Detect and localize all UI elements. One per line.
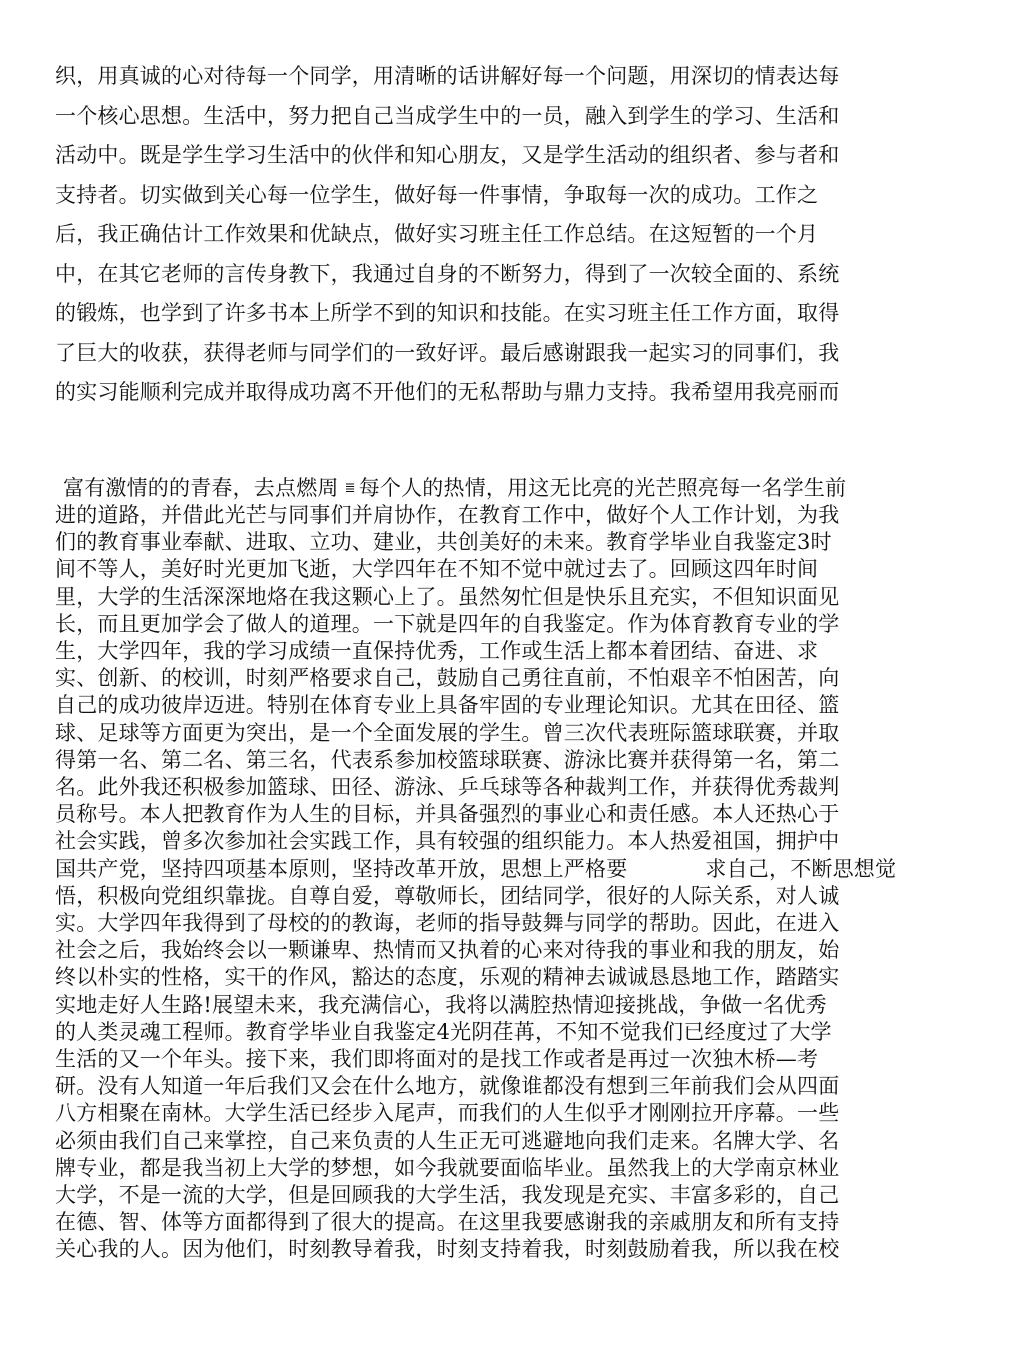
text-line: 社会实践，曾多次参加社会实践工作，具有较强的组织能力。本人热爱祖国，拥护中 — [55, 829, 840, 854]
text-line: 里，大学的生活深深地烙在我这颗心上了。虽然匆忙但是快乐且充实，不但知识面见 — [55, 584, 840, 609]
inline-mark: ≣ — [344, 481, 356, 496]
text-line: 后，我正确估计工作效果和优缺点，做好实习班主任工作总结。在这短暂的一个月 — [55, 222, 819, 246]
text-line: 织，用真诚的心对待每一个同学，用清晰的话讲解好每一个问题，用深切的情表达每 — [55, 64, 840, 88]
text-line: 研。没有人知道一年后我们又会在什么地方，就像谁都没有想到三年前我们会从四面 — [55, 1074, 840, 1099]
text-line: 悟，积极向党组织靠拢。自尊自爱，尊敬师长，团结同学，很好的人际关系，对人诚 — [55, 883, 840, 908]
text-line: 进的道路，并借此光芒与同事们并肩协作，在教育工作中，做好个人工作计划，为我 — [55, 503, 840, 527]
text-line: 终以朴实的性格，实干的作风，豁达的态度，乐观的精神去诚诚恳恳地工作，踏踏实 — [55, 965, 840, 990]
text-line: 实地走好人生路!展望未来，我充满信心，我将以满腔热情迎接挑战，争做一名优秀 — [55, 992, 827, 1017]
text-line: 一个核心思想。生活中，努力把自己当成学生中的一员，融入到学生的学习、生活和 — [55, 103, 840, 128]
text-line: 八方相聚在南林。大学生活已经步入尾声，而我们的人生似乎才刚刚拉开序幕。一些 — [55, 1101, 840, 1126]
text-line: 活动中。既是学生学习生活中的伙伴和知心朋友，又是学生活动的组织者、参与者和 — [55, 143, 840, 167]
text-line: 实。大学四年我得到了母校的的教诲，老师的指导鼓舞与同学的帮助。因此，在进入 — [55, 911, 840, 935]
text-segment: 国共产党，坚持四项基本原则，坚持改革开放，思想上严格要 — [55, 856, 628, 881]
text-line: 的人类灵魂工程师。教育学毕业自我鉴定4光阴荏苒，不知不觉我们已经度过了大学 — [55, 1019, 832, 1044]
text-line: 的实习能顺利完成并取得成功离不开他们的无私帮助与鼎力支持。我希望用我亮丽而 — [55, 380, 840, 404]
text-line: 生，大学四年，我的学习成绩一直保持优秀，工作或生活上都本着团结、奋进、求 — [55, 639, 819, 663]
text-line: 的锻炼，也学到了许多书本上所学不到的知识和技能。在实习班主任工作方面，取得 — [55, 301, 840, 325]
text-line: 自己的成功彼岸迈进。特别在体育专业上具备牢固的专业理论知识。尤其在田径、篮 — [55, 693, 840, 718]
text-line: 长，而且更加学会了做人的道理。一下就是四年的自我鉴定。作为体育教育专业的学 — [55, 611, 840, 636]
text-line: 大学，不是一流的大学，但是回顾我的大学生活，我发现是充实、丰富多彩的，自己 — [55, 1183, 840, 1207]
text-line — [55, 857, 896, 881]
text-line: 们的教育事业奉献、进取、立功、建业，共创美好的未来。教育学毕业自我鉴定3时 — [55, 530, 832, 555]
text-line: 得第一名、第二名、第三名，代表系参加校篮球联赛、游泳比赛并获得第一名，第二 — [55, 747, 840, 772]
text-line: 间不等人，美好时光更加飞逝，大学四年在不知不觉中就过去了。回顾这四年时间 — [55, 557, 819, 582]
text-segment: 富有激情的的青春，去点燃周 — [63, 476, 339, 500]
text-line: 在德、智、体等方面都得到了很大的提高。在这里我要感谢我的亲戚朋友和所有支持 — [55, 1210, 840, 1235]
text-line: 生活的又一个年头。接下来，我们即将面对的是找工作或者是再过一次独木桥—考 — [55, 1047, 819, 1071]
text-line: 名。此外我还积极参加篮球、田径、游泳、乒乓球等各种裁判工作，并获得优秀裁判 — [55, 775, 840, 799]
text-line: 实、创新、的校训，时刻严格要求自己，鼓励自己勇往直前，不怕艰辛不怕困苦，向 — [55, 666, 840, 691]
text-line: 牌专业，都是我当初上大学的梦想，如今我就要面临毕业。虽然我上的大学南京林业 — [55, 1155, 840, 1180]
text-line: 中，在其它老师的言传身教下，我通过自身的不断努力，得到了一次较全面的、系统 — [55, 261, 840, 286]
text-line: 支持者。切实做到关心每一位学生，做好每一件事情，争取每一次的成功。工作之 — [55, 182, 819, 207]
text-segment: 求自己，不断思想觉 — [705, 856, 897, 881]
text-line: 员称号。本人把教育作为人生的目标，并具备强烈的事业心和责任感。本人还热心于 — [55, 802, 840, 827]
text-segment: 每个人的热情，用这无比亮的光芒照亮每一名学生前 — [358, 476, 847, 500]
text-line: 必须由我们自己来掌控，自己来负责的人生正无可逃避地向我们走来。名牌大学、名 — [55, 1128, 840, 1153]
text-line: 球、足球等方面更为突出，是一个全面发展的学生。曾三次代表班际篮球联赛，并取 — [55, 720, 840, 745]
text-line: 社会之后，我始终会以一颗谦卑、热情而又执着的心来对待我的事业和我的朋友，始 — [55, 938, 840, 963]
text-line: 关心我的人。因为他们，时刻教导着我，时刻支持着我，时刻鼓励着我，所以我在校 — [55, 1237, 840, 1262]
text-line — [63, 476, 846, 501]
text-line: 了巨大的收获，获得老师与同学们的一致好评。最后感谢跟我一起实习的同事们，我 — [55, 340, 840, 365]
